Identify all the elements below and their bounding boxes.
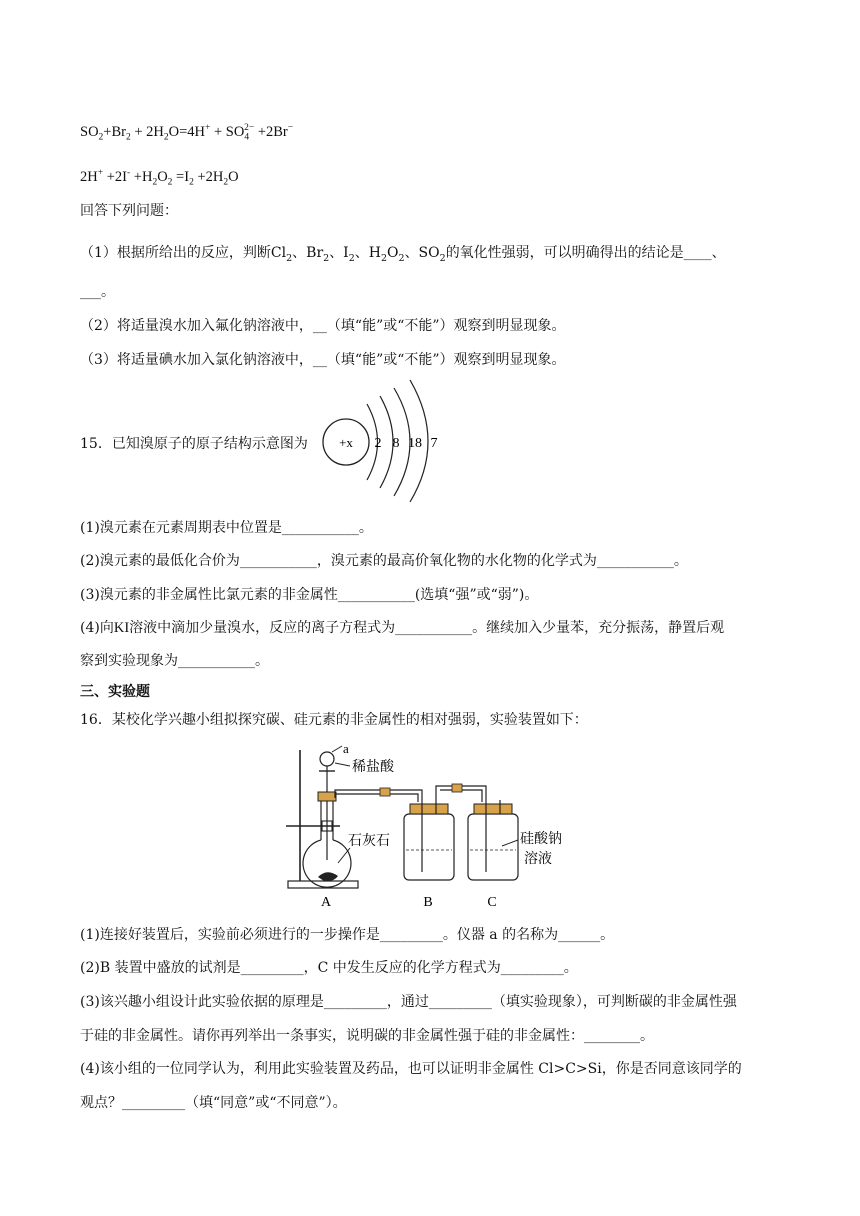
silicate-label-line1: 硅酸钠 <box>520 832 562 847</box>
silicate-label-line2: 溶液 <box>524 852 552 867</box>
funnel-a-bulb <box>320 752 334 766</box>
bottle-c <box>468 814 518 880</box>
section-heading: 三、实验题 <box>80 684 150 700</box>
q15-part3: (3)溴元素的非金属性比氯元素的非金属性___________(选填“强”或“弱”)。 <box>80 587 539 603</box>
q16-part4: (4)该小组的一位同学认为，利用此实验装置及药品，也可以证明非金属性 Cl>C>Si，你是否同意该同学的 <box>80 1061 742 1077</box>
silicate-label-pointer <box>502 840 518 846</box>
q16-stem: 16．某校化学兴趣小组拟探究碳、硅元素的非金属性的相对强弱，实验装置如下： <box>80 712 588 728</box>
shell-count-4: 7 <box>430 436 438 451</box>
apparatus-label-b: B <box>423 895 433 910</box>
q14-part1: （1）根据所给出的反应，判断$Cl_2$、$Br_2$、$I_2$、$H_2O_2$、$SO_2$的氧化性强弱，可以明确得出的结论是____、 <box>80 245 726 264</box>
limestone-label: 石灰石 <box>348 834 390 849</box>
apparatus-label-c: C <box>487 895 497 910</box>
shell-count-1: 2 <box>374 436 382 451</box>
q16-part3: (3)该兴趣小组设计此实验依据的原理是_________，通过_________（填实验现象），可判断碳的非金属性强 <box>80 994 737 1010</box>
bottle-c-stopper <box>474 804 512 814</box>
prompt-text: 回答下列问题： <box>80 203 178 219</box>
acid-label-pointer <box>335 763 350 766</box>
equation-1: $SO_2+Br_2 + 2H_2O=4H^+ + SO_4^{2-} +2Br^-$ <box>80 123 294 143</box>
shell-count-2: 8 <box>392 436 400 451</box>
bromine-atom-diagram <box>318 378 448 504</box>
q15-part1: (1)溴元素在元素周期表中位置是___________。 <box>80 520 373 536</box>
q14-part2: （2）将适量溴水加入氟化钠溶液中，__（填“能”或“不能”）观察到明显现象。 <box>80 318 566 334</box>
q15-stem: 15．已知溴原子的原子结构示意图为 <box>80 436 308 452</box>
q15-part2: (2)溴元素的最低化合价为___________，溴元素的最高价氧化物的水化物的化学式为___________。 <box>80 553 688 569</box>
acid-label: 稀盐酸 <box>352 760 394 775</box>
q14-part3: （3）将适量碘水加入氯化钠溶液中，__（填“能”或“不能”）观察到明显现象。 <box>80 352 566 368</box>
q16-part4-continued: 观点？_________（填“同意”或“不同意”）。 <box>80 1095 347 1111</box>
flask-stopper <box>318 792 336 801</box>
nucleus-label: +x <box>339 435 353 450</box>
bottle-b-stopper <box>410 804 448 814</box>
connector-2 <box>452 784 462 792</box>
apparatus-label-a: A <box>320 895 332 910</box>
flask-limestone <box>318 872 338 881</box>
tube-a-b <box>335 790 422 802</box>
shell-arc-2 <box>380 396 393 488</box>
q15-part4: (4)向KI溶液中滴加少量溴水，反应的离子方程式为___________。继续加入少量苯，充分振荡，静置后观 <box>80 620 725 636</box>
limestone-label-pointer <box>338 848 350 863</box>
q16-part2: (2)B 装置中盛放的试剂是_________，C 中发生反应的化学方程式为_________。 <box>80 960 578 976</box>
q15-part4-continued: 察到实验现象为___________。 <box>80 653 269 669</box>
q16-part3-continued: 于硅的非金属性。请你再列举出一条事实，说明碳的非金属性强于硅的非金属性：________。 <box>80 1028 654 1044</box>
q16-part1: (1)连接好装置后，实验前必须进行的一步操作是_________。仪器 a 的名称为______。 <box>80 927 615 943</box>
shell-count-3: 18 <box>408 436 422 451</box>
equation-2: $2H^+ +2I^- +H_2O_2 =I_2 +2H_2O$ <box>80 168 239 188</box>
bottle-b <box>404 814 454 880</box>
apparatus-diagram <box>280 742 580 912</box>
connector-1 <box>380 788 390 796</box>
funnel-label-a-pointer <box>332 746 342 752</box>
funnel-label-a: a <box>343 742 349 756</box>
q14-part1-continued: ___。 <box>80 284 115 300</box>
